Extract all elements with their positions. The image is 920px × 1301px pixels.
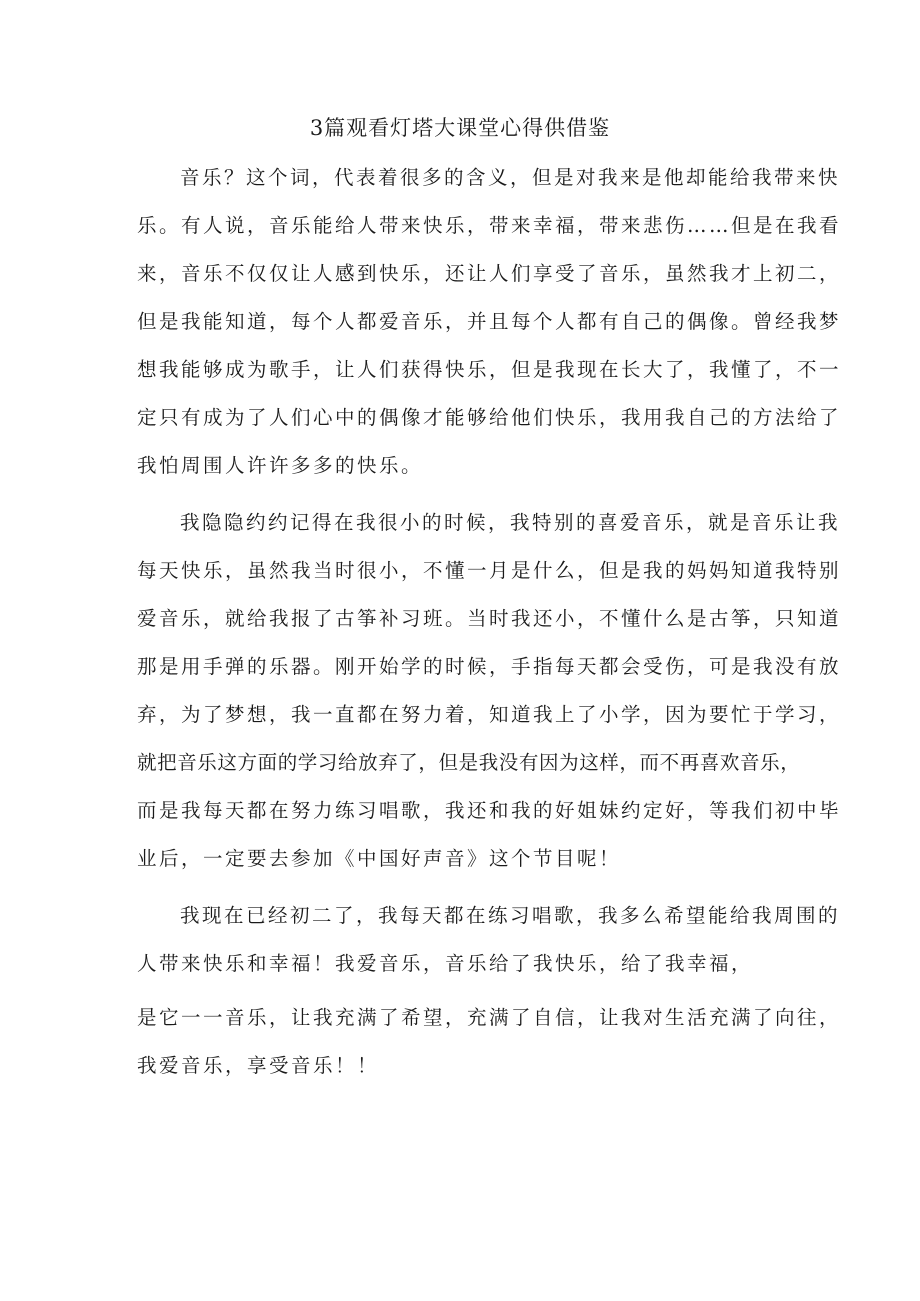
paragraph-2-line-6: 就把音乐这方面的学习给放弃了，但是我没有因为这样，而不再喜欢音乐， [137,751,801,774]
paragraph-2-line-7: 而是我每天都在努力练习唱歌，我还和我的好姐妹约定好，等我们初中毕 [137,799,842,822]
paragraph-3-line-1: 我现在已经初二了，我每天都在练习唱歌，我多么希望能给我周围的 [180,904,841,927]
paragraph-1-line-2: 乐。有人说，音乐能给人带来快乐，带来幸福，带来悲伤……但是在我看 [137,214,842,237]
paragraph-1-line-3: 来，音乐不仅仅让人感到快乐，还让人们享受了音乐，虽然我才上初二， [137,262,842,285]
paragraph-4-line-1: 是它一一音乐，让我充满了希望，充满了自信，让我对生活充满了向往， [137,1006,842,1029]
document-title: 3篇观看灯塔大课堂心得供借鉴 [309,116,611,140]
paragraph-2-line-2: 每天快乐，虽然我当时很小，不懂一月是什么，但是我的妈妈知道我特别 [137,559,842,582]
paragraph-4-line-2: 我爱音乐，享受音乐！！ [137,1054,380,1077]
paragraph-1-line-6: 定只有成为了人们心中的偶像才能够给他们快乐，我用我自己的方法给了 [137,406,842,429]
paragraph-1-line-4: 但是我能知道，每个人都爱音乐，并且每个人都有自己的偶像。曾经我梦 [137,310,842,333]
paragraph-2-line-5: 弃，为了梦想，我一直都在努力着，知道我上了小学，因为要忙于学习， [137,703,842,726]
paragraph-2-line-1: 我隐隐约约记得在我很小的时候，我特别的喜爱音乐，就是音乐让我 [180,511,841,534]
paragraph-2-line-3: 爱音乐，就给我报了古筝补习班。当时我还小，不懂什么是古筝，只知道 [137,607,842,630]
paragraph-2-line-4: 那是用手弹的乐器。刚开始学的时候，手指每天都会受伤，可是我没有放 [137,655,842,678]
paragraph-1-line-7: 我怕周围人许许多多的快乐。 [137,454,424,477]
paragraph-3-line-2: 人带来快乐和幸福！我爱音乐，音乐给了我快乐，给了我幸福， [137,952,754,975]
paragraph-1-line-1: 音乐？这个词，代表着很多的含义，但是对我来是他却能给我带来快 [180,166,841,189]
paragraph-2-line-8: 业后，一定要去参加《中国好声音》这个节目呢！ [137,847,622,870]
paragraph-1-line-5: 想我能够成为歌手，让人们获得快乐，但是我现在长大了，我懂了，不一 [137,358,842,381]
